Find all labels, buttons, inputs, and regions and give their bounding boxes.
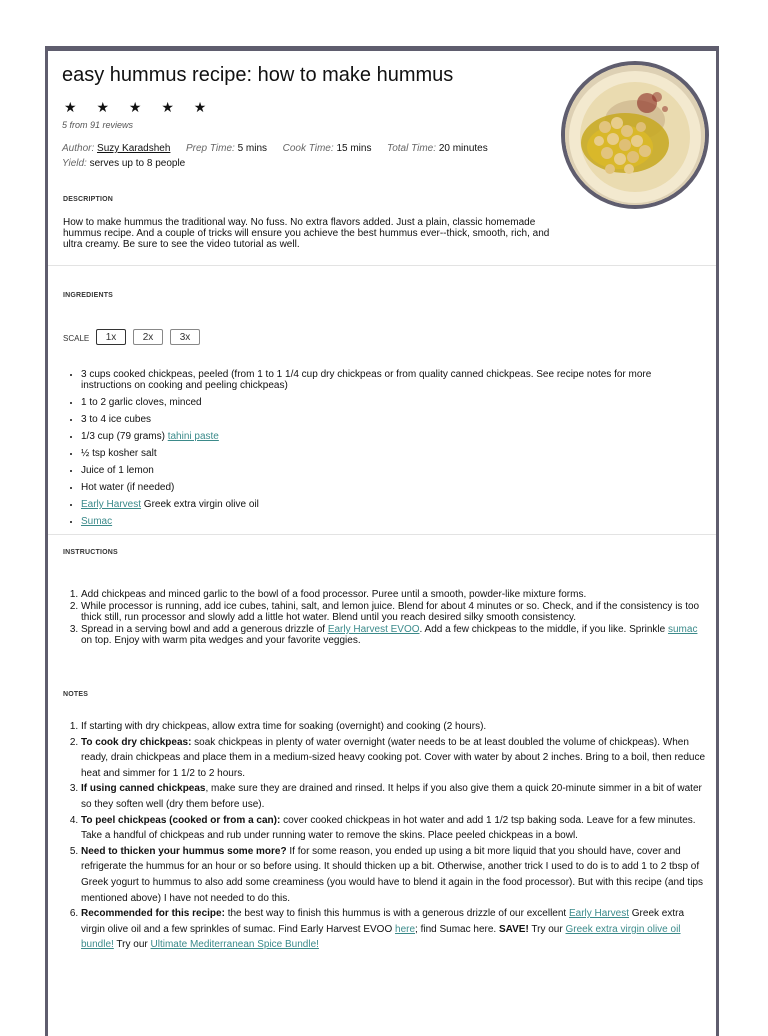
description-text: How to make hummus the traditional way. No fuss. No extra flavors added. Just a plain, classic homemade hummus recipe. And a couple of tricks will ensure you achieve the best hummus ever--thick, smooth, rich, and ultra creamy. Be sure to see the video tutorial as well. xyxy=(63,217,550,250)
ingredients-heading: INGREDIENTS xyxy=(63,292,114,299)
scale-3x-button[interactable]: 3x xyxy=(170,329,200,345)
recipe-card xyxy=(45,46,719,1036)
spice-bundle-link[interactable]: Ultimate Mediterranean Spice Bundle! xyxy=(150,939,319,951)
author-link[interactable]: Suzy Karadsheh xyxy=(97,143,171,154)
recipe-header xyxy=(48,51,716,266)
olive-oil-bundle-link[interactable]: Greek extra virgin olive oil bundle! xyxy=(81,923,681,951)
instruction-step: 3. Spread in a serving bowl and add a generous drizzle of Early Harvest EVOO. Add a few chickpeas to the middle, if you like. Sprinkle sumac on top. Enjoy with warm pita wedges and your favorite veggies. xyxy=(81,624,706,646)
sumac-step-link[interactable]: sumac xyxy=(668,624,698,635)
note-item: 1. If starting with dry chickpeas, allow extra time for soaking (overnight) and cooking (2 hours). xyxy=(81,719,706,735)
here-link[interactable]: here xyxy=(395,923,416,935)
recipe-title: easy hummus recipe: how to make hummus xyxy=(62,64,454,86)
ingredient-item: • Juice of 1 lemon xyxy=(81,465,701,476)
ingredient-item: • ½ tsp kosher salt xyxy=(81,448,701,459)
note-item: 4. To peel chickpeas (cooked or from a can): cover cooked chickpeas in hot water and add 1 1/2 tsp baking soda. Leave for a few minutes. Take a handful of chickpeas and rub under running water to remove the skins. Place peeled chickpeas in a bowl. xyxy=(81,813,706,844)
yield-label: Yield: xyxy=(62,158,87,169)
instructions-heading: INSTRUCTIONS xyxy=(63,549,118,556)
note-item: 2. To cook dry chickpeas: soak chickpeas in plenty of water overnight (water needs to be at least doubled the volume of chickpeas). When ready, drain chickpeas and place them in a medium-sized heavy cooking pot. Cover with water by about 2 inches. Bring to a boil, then reduce heat and simmer for 1 1/2 to 2 hours. xyxy=(81,735,706,782)
tahini-link[interactable]: tahini paste xyxy=(167,431,219,442)
notes-section xyxy=(48,677,716,977)
instructions-section xyxy=(48,535,716,677)
total-time-value: 20 minutes xyxy=(438,143,488,154)
ingredient-item: • 3 to 4 ice cubes xyxy=(81,414,701,425)
ingredient-item: • 1 to 2 garlic cloves, minced xyxy=(81,397,701,408)
ingredient-item: • Early Harvest Greek extra virgin olive oil xyxy=(81,499,701,510)
scale-label: SCALE xyxy=(63,334,90,343)
yield-value: serves up to 8 people xyxy=(89,158,186,169)
early-harvest-evoo-link[interactable]: Early Harvest EVOO xyxy=(327,624,420,635)
prep-time-value: 5 mins xyxy=(237,143,268,154)
prep-time-label: Prep Time: xyxy=(185,143,235,154)
recipe-yield xyxy=(62,158,185,169)
ingredient-item xyxy=(81,516,701,527)
instructions-list xyxy=(64,589,706,647)
instruction-step: 1. Add chickpeas and minced garlic to the bowl of a food processor. Puree until a smooth, powder-like mixture forms. xyxy=(81,589,706,600)
ingredient-item: • 1/3 cup (79 grams) tahini paste xyxy=(81,431,701,442)
note-item: 6. Recommended for this recipe: the best way to finish this hummus is with a generous drizzle of our excellent Early Harvest Greek extra virgin olive oil and a few sprinkles of sumac. Find Early Harvest EVOO here; find Sumac here. SAVE! Try our Greek extra virgin olive oil bundle! Try our Ultimate Mediterranean Spice Bundle! xyxy=(81,906,706,953)
description-heading: DESCRIPTION xyxy=(63,196,114,203)
scale-1x-button[interactable]: 1x xyxy=(96,329,126,345)
rating-stars[interactable]: ★ ★ ★ ★ ★ xyxy=(64,99,215,115)
scale-2x-button[interactable]: 2x xyxy=(133,329,163,345)
ingredient-item: • 3 cups cooked chickpeas, peeled (from 1 to 1 1/4 cup dry chickpeas or from quality canned chickpeas. See recipe notes for more instructions on cooking and peeling chickpeas) xyxy=(81,369,701,391)
early-harvest-link[interactable]: Early Harvest xyxy=(81,499,142,510)
cook-time-value: 15 mins xyxy=(336,143,372,154)
author-label: Author: xyxy=(62,143,95,154)
note-item: 3. If using canned chickpeas, make sure they are drained and rinsed. It helps if you also give them a quick 20-minute simmer in a bit of water so they soften well (dry them before use). xyxy=(81,781,706,812)
instruction-step: 2. While processor is running, add ice cubes, tahini, salt, and lemon juice. Blend for about 4 minutes or so. Check, and if the consistency is too thick still, run processor and slowly add a little hot water. Blend until you reach desired silky smooth consistency. xyxy=(81,601,706,623)
ingredients-section xyxy=(48,266,716,535)
note-item: 5. Need to thicken your hummus some more? If for some reason, you ended up using a bit more liquid that you should have, cover and refrigerate the hummus for an hour or so before using. It should thicken up a bit. Otherwise, another trick I used to do is to add 1 to 2 tbsp of Greek yogurt to hummus to also add some creaminess (you would have to blend it again in the food processor). But with this recipe (and tips mentioned above) I have not needed to do this. xyxy=(81,844,706,906)
review-count: 5 from 91 reviews xyxy=(62,120,134,130)
cook-time-label: Cook Time: xyxy=(282,143,334,154)
sumac-link[interactable]: Sumac xyxy=(81,516,113,527)
hummus-bowl-image xyxy=(565,65,705,205)
ingredient-item: • Hot water (if needed) xyxy=(81,482,701,493)
recipe-meta xyxy=(62,143,488,154)
notes-heading: NOTES xyxy=(63,691,89,698)
hummus-photo xyxy=(561,61,709,209)
notes-list xyxy=(64,719,706,953)
total-time-label: Total Time: xyxy=(387,143,437,154)
early-harvest-note-link[interactable]: Early Harvest xyxy=(568,908,629,920)
ingredients-list xyxy=(64,369,701,533)
